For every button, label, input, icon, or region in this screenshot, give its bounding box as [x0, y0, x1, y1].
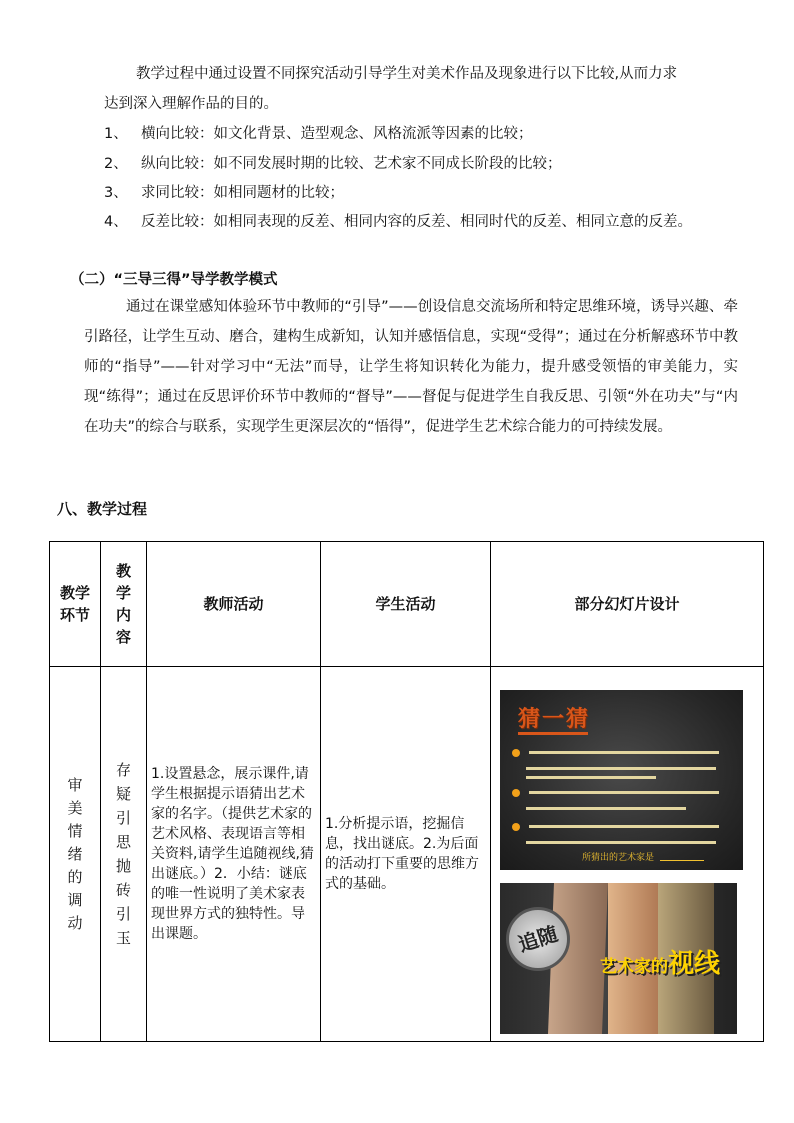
hint-1-line	[529, 751, 719, 754]
header-student: 学生活动	[321, 542, 491, 667]
intro-line-2: 达到深入理解作品的目的。	[104, 96, 278, 112]
slide-artist-vision	[500, 883, 737, 1034]
stamp-badge	[506, 907, 570, 971]
comparison-1-num: 1、	[104, 126, 128, 142]
header-slides: 部分幻灯片设计	[491, 542, 764, 667]
hint-1-line-3	[526, 776, 656, 779]
hint-3	[512, 816, 732, 844]
comparison-2-text: 纵向比较：如不同发展时期的比较、艺术家不同成长阶段的比较；	[141, 156, 562, 172]
row-teacher-text: 1.设置悬念，展示课件,请学生根据提示语猜出艺术家的名字。（提供艺术家的艺术风格、表现语言等相关资料,请学生追随视线,猜出谜底。）2．小结：谜底的唯一性说明了美术家表现世界方式的独特性。导出课题。	[151, 766, 314, 942]
comparison-2-num: 2、	[104, 156, 128, 172]
bullet-icon	[512, 789, 520, 797]
row-student-text: 1.分析提示语，挖掘信息，找出谜底。2.为后面的活动打下重要的思维方式的基础。	[325, 816, 479, 892]
table-header-row	[50, 542, 764, 667]
row-stage	[50, 667, 101, 1042]
slide1-title-underline	[518, 732, 588, 735]
row-content-label: 存疑引思 抛砖引玉	[115, 761, 131, 947]
header-teacher: 教师活动	[147, 542, 321, 667]
header-stage-label: 教学环节	[59, 584, 90, 624]
header-content	[101, 542, 147, 667]
comparison-3-num: 3、	[104, 185, 128, 201]
header-stage	[50, 542, 101, 667]
section-8-title: 八、教学过程	[57, 500, 148, 518]
stamp-text: 追随	[515, 921, 561, 957]
hint-1-line-2	[526, 767, 716, 770]
section-2-paragraph: 通过在课堂感知体验环节中教师的“引导”——创设信息交流场所和特定思维环境，诱导兴趣、牵引路径，让学生互动、磨合，建构生成新知，认知并感悟信息，实现“受得”；通过在分析解惑环节中教师的“指导”——针对学习中“无法”而导，让学生将知识转化为能力，提升感受领悟的审美能力，实现“练得”；通过在反思评价环节中教师的“督导”——督促与促进学生自我反思、引领“外在功夫”与“内在功夫”的综合与联系，实现学生更深层次的“悟得”，促进学生艺术综合能力的可持续发展。	[84, 299, 738, 435]
row-stage-label: 审美情绪的调动	[67, 775, 83, 932]
comparison-4-text: 反差比较：如相同表现的反差、相同内容的反差、相同时代的反差、相同立意的反差。	[141, 214, 692, 230]
row-content	[101, 667, 147, 1042]
slide2-title	[600, 943, 720, 980]
slide1-answer-label: 所猜出的艺术家是	[582, 853, 655, 863]
bullet-icon	[512, 749, 520, 757]
slide2-title-emph: 视线	[668, 949, 721, 979]
bullet-icon	[512, 823, 520, 831]
hint-3-line	[529, 825, 719, 828]
header-content-label: 教学内容	[115, 562, 131, 646]
comparison-1-text: 横向比较：如文化背景、造型观念、风格流派等因素的比较；	[141, 126, 533, 142]
slide2-title-prefix: 艺术家的	[600, 957, 668, 977]
slide-guess-artist	[500, 690, 743, 870]
hint-1	[512, 742, 732, 779]
hint-2	[512, 782, 732, 810]
section-2-title: （二）“三导三得”导学教学模式	[70, 272, 278, 288]
hint-2-line-2	[526, 807, 686, 810]
hint-2-line	[529, 791, 719, 794]
intro-line-1: 教学过程中通过设置不同探究活动引导学生对美术作品及现象进行以下比较,从而力求	[136, 66, 678, 82]
slide1-title: 猜一猜	[518, 707, 591, 732]
slide1-answer-blank	[660, 860, 704, 861]
row-student	[321, 667, 491, 1042]
comparison-4-num: 4、	[104, 214, 128, 230]
row-teacher	[147, 667, 321, 1042]
hint-3-line-2	[526, 841, 716, 844]
comparison-3-text: 求同比较：如相同题材的比较；	[141, 185, 344, 201]
